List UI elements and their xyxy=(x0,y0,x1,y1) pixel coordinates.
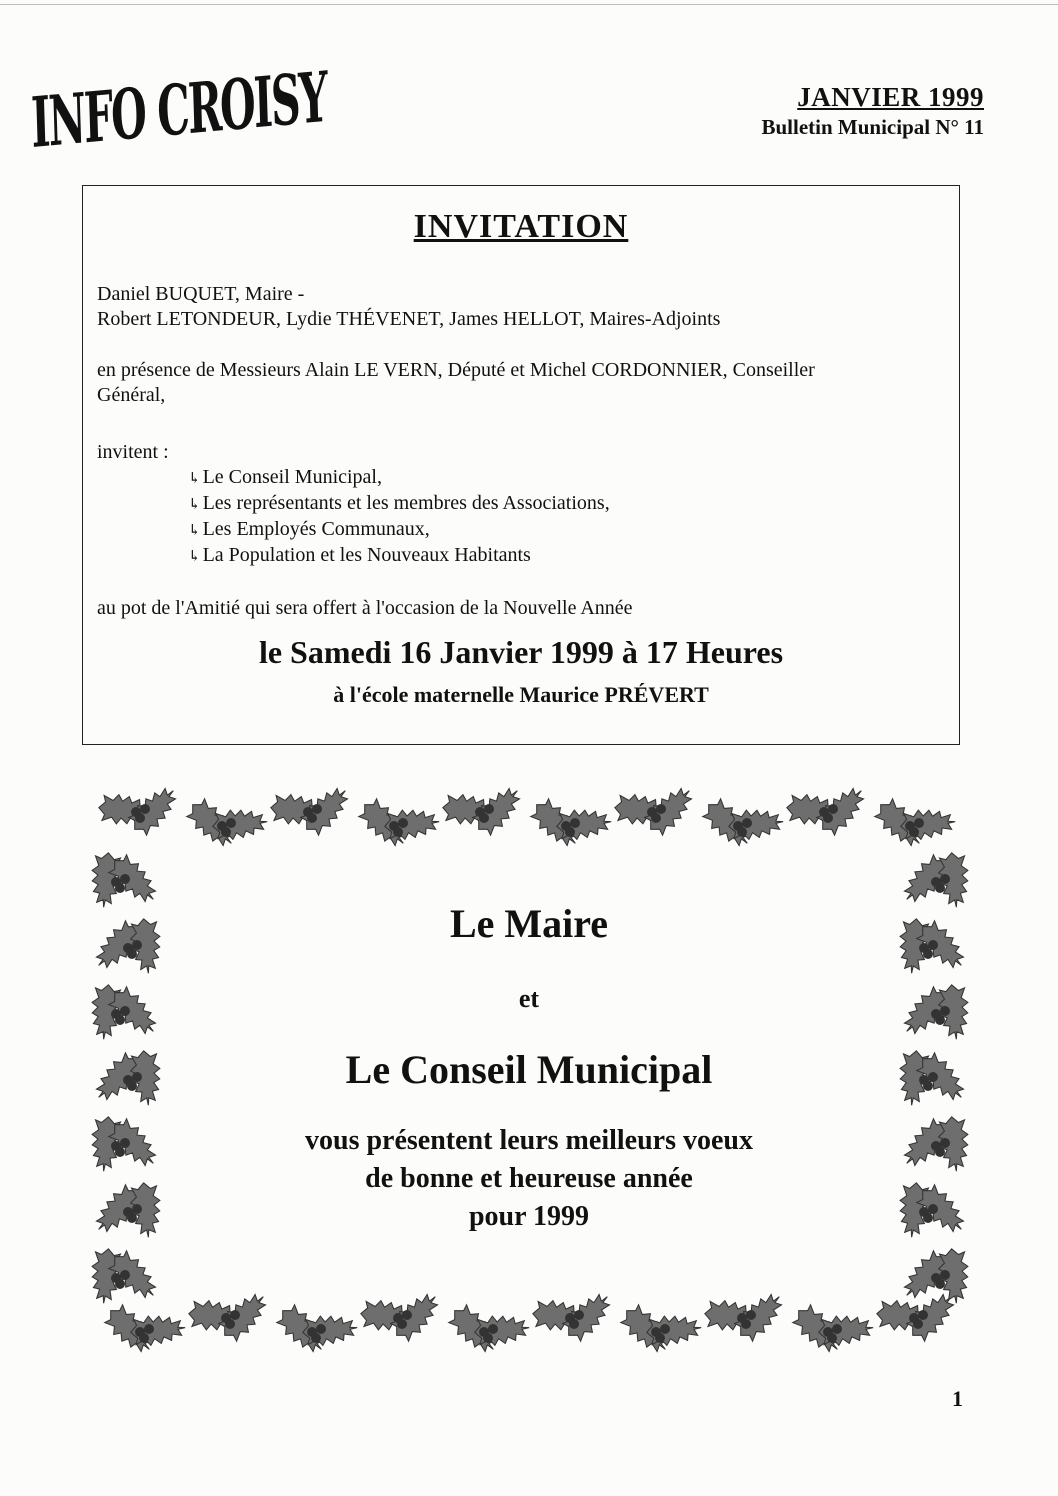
guest-item-label: Les représentants et les membres des Associations, xyxy=(202,492,610,514)
greeting-and: et xyxy=(518,984,540,1013)
holly-berry xyxy=(935,883,945,893)
holly-berry xyxy=(312,804,322,814)
holly-berry xyxy=(226,818,236,828)
holly-berry xyxy=(914,818,924,828)
holly-berry xyxy=(660,1324,670,1334)
holly-berry xyxy=(655,1333,665,1343)
wishes-line-3: pour 1999 xyxy=(468,1201,590,1232)
greeting-council: Le Conseil Municipal xyxy=(345,1047,713,1092)
holly-berry xyxy=(144,1324,154,1334)
holly-berry xyxy=(398,818,408,828)
holly-berry xyxy=(488,1324,498,1334)
page-number: 1 xyxy=(952,1386,963,1411)
holly-berry xyxy=(574,1310,584,1320)
holly-berry xyxy=(115,883,125,893)
top-rule xyxy=(0,4,1058,5)
guest-item xyxy=(188,465,382,492)
holly-berry xyxy=(827,1333,837,1343)
bulletin-logo: INFO CROISY xyxy=(30,55,328,164)
arrow-bullet-icon: ↳ xyxy=(188,471,201,487)
holly-berry xyxy=(230,1310,240,1320)
holly-berry xyxy=(127,949,137,959)
holly-berry xyxy=(737,827,747,837)
presence-line-1: en présence de Messieurs Alain LE VERN, Député et Michel CORDONNIER, Conseiller xyxy=(97,359,815,381)
holly-berry xyxy=(823,813,833,823)
holly-berry xyxy=(656,804,666,814)
holly-berry xyxy=(923,949,933,959)
guest-item-label: Le Conseil Municipal, xyxy=(202,466,382,488)
holly-berry xyxy=(741,1319,751,1329)
holly-berry xyxy=(913,1319,923,1329)
presence-line-2: Général, xyxy=(97,384,166,406)
greeting-wishes xyxy=(0,1122,1058,1236)
wishes-line-2: de bonne et heureuse année xyxy=(365,1163,693,1194)
holly-berry xyxy=(651,813,661,823)
holly-berry xyxy=(570,818,580,828)
holly-berry xyxy=(565,827,575,837)
holly-berry xyxy=(139,1333,149,1343)
issue-number: Bulletin Municipal N° 11 xyxy=(761,115,984,139)
holly-berry xyxy=(120,1270,130,1280)
holly-berry xyxy=(569,1319,579,1329)
holly-berry xyxy=(120,874,130,884)
guest-item xyxy=(188,491,610,518)
holly-berry xyxy=(115,1015,125,1025)
hosts-line-2: Robert LETONDEUR, Lydie THÉVENET, James HELLOT, Maires-Adjoints xyxy=(97,308,721,330)
guest-item-label: Les Employés Communaux, xyxy=(202,518,430,540)
holly-berry xyxy=(140,804,150,814)
holly-berry xyxy=(221,827,231,837)
holly-berry xyxy=(935,1015,945,1025)
holly-berry xyxy=(397,1319,407,1329)
holly-berry xyxy=(479,813,489,823)
holly-berry xyxy=(940,874,950,884)
holly-berry xyxy=(742,818,752,828)
holly-berry xyxy=(393,827,403,837)
holly-berry xyxy=(918,1310,928,1320)
invitation-title: INVITATION xyxy=(413,208,629,245)
occasion-text: au pot de l'Amitié qui sera offert à l'occasion de la Nouvelle Année xyxy=(97,597,633,619)
holly-berry xyxy=(316,1324,326,1334)
holly-berry xyxy=(940,1270,950,1280)
guest-item xyxy=(188,543,531,570)
holly-berry xyxy=(307,813,317,823)
holly-berry xyxy=(909,827,919,837)
event-place: à l'école maternelle Maurice PRÉVERT xyxy=(333,682,709,707)
masthead-issue-info xyxy=(761,82,984,140)
holly-berry xyxy=(311,1333,321,1343)
holly-berry xyxy=(402,1310,412,1320)
greeting-mayor: Le Maire xyxy=(449,901,609,946)
arrow-bullet-icon: ↳ xyxy=(188,549,201,565)
holly-berry xyxy=(115,1279,125,1289)
arrow-bullet-icon: ↳ xyxy=(188,523,201,539)
guest-item xyxy=(188,517,430,544)
holly-berry xyxy=(746,1310,756,1320)
holly-berry xyxy=(484,804,494,814)
invitent-label: invitent : xyxy=(97,441,169,463)
holly-berry xyxy=(135,813,145,823)
hosts-line-1: Daniel BUQUET, Maire - xyxy=(97,283,305,305)
event-date-time: le Samedi 16 Janvier 1999 à 17 Heures xyxy=(258,634,784,670)
wishes-line-1: vous présentent leurs meilleurs voeux xyxy=(305,1125,753,1156)
holly-berry xyxy=(828,804,838,814)
invitation-box xyxy=(82,185,960,745)
holly-berry xyxy=(483,1333,493,1343)
issue-month: JANVIER 1999 xyxy=(797,82,984,112)
guest-item-label: La Population et les Nouveaux Habitants xyxy=(202,544,531,566)
holly-berry xyxy=(225,1319,235,1329)
holly-berry xyxy=(832,1324,842,1334)
arrow-bullet-icon: ↳ xyxy=(188,497,201,513)
holly-berry xyxy=(935,1279,945,1289)
